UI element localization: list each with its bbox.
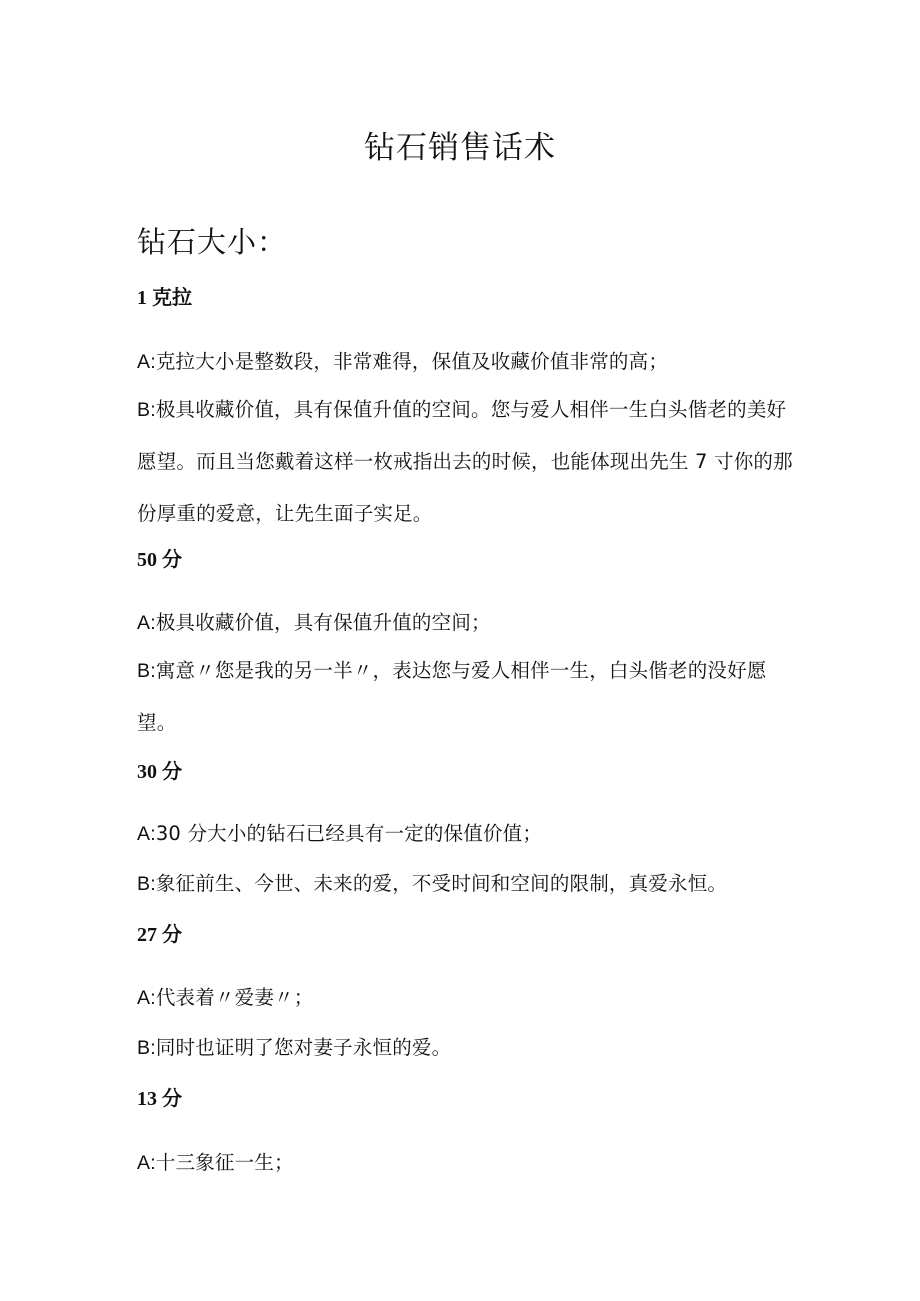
paragraph-1-carat-a (137, 336, 797, 388)
item-label: A: (137, 351, 156, 373)
paragraph-30-points-b (137, 858, 797, 910)
item-label: B: (137, 873, 156, 895)
section-heading: 钻石大小： (137, 225, 288, 259)
item-text: 极具收藏价值，具有保值升值的空间。您与爱人相伴一生白头偕老的美好愿望。而且当您戴着这样一枚戒指出去的时候，也能体现出先生 7 寸你的那份厚重的爱意，让先生面子实足。 (137, 398, 793, 525)
item-text: 代表着〃爱妻〃； (155, 986, 314, 1009)
item-text: 克拉大小是整数段，非常难得，保值及收藏价值非常的高； (155, 350, 669, 373)
paragraph-27-points-a (137, 972, 797, 1024)
item-label: B: (137, 1037, 156, 1059)
item-label: A: (137, 823, 156, 845)
paragraph-1-carat-b (137, 384, 797, 540)
paragraph-50-points-a (137, 597, 797, 649)
item-text: 同时也证明了您对妻子永恒的爱。 (155, 1036, 452, 1059)
item-label: A: (137, 987, 156, 1009)
item-text: 寓意〃您是我的另一半〃，表达您与爱人相伴一生，白头偕老的没好愿望。 (137, 659, 767, 734)
item-text: 30 分大小的钻石已经具有一定的保值价值； (155, 822, 543, 845)
item-text: 象征前生、今世、未来的爱，不受时间和空间的限制，真爱永恒。 (155, 872, 728, 895)
item-label: B: (137, 660, 156, 682)
item-label: A: (137, 612, 156, 634)
item-label: B: (137, 399, 156, 421)
item-text: 十三象征一生； (155, 1151, 294, 1174)
item-label: A: (137, 1152, 156, 1174)
sub-heading-1-carat: 1 克拉 (137, 287, 192, 309)
sub-heading-50-points: 50 分 (137, 549, 182, 571)
item-text: 极具收藏价值，具有保值升值的空间； (155, 611, 491, 634)
document-title: 钻石销售话术 (364, 130, 556, 166)
paragraph-50-points-b (137, 645, 797, 749)
sub-heading-13-points: 13 分 (137, 1088, 182, 1110)
paragraph-30-points-a (137, 808, 797, 860)
paragraph-13-points-a (137, 1137, 797, 1189)
sub-heading-30-points: 30 分 (137, 761, 182, 783)
sub-heading-27-points: 27 分 (137, 924, 182, 946)
paragraph-27-points-b (137, 1022, 797, 1074)
